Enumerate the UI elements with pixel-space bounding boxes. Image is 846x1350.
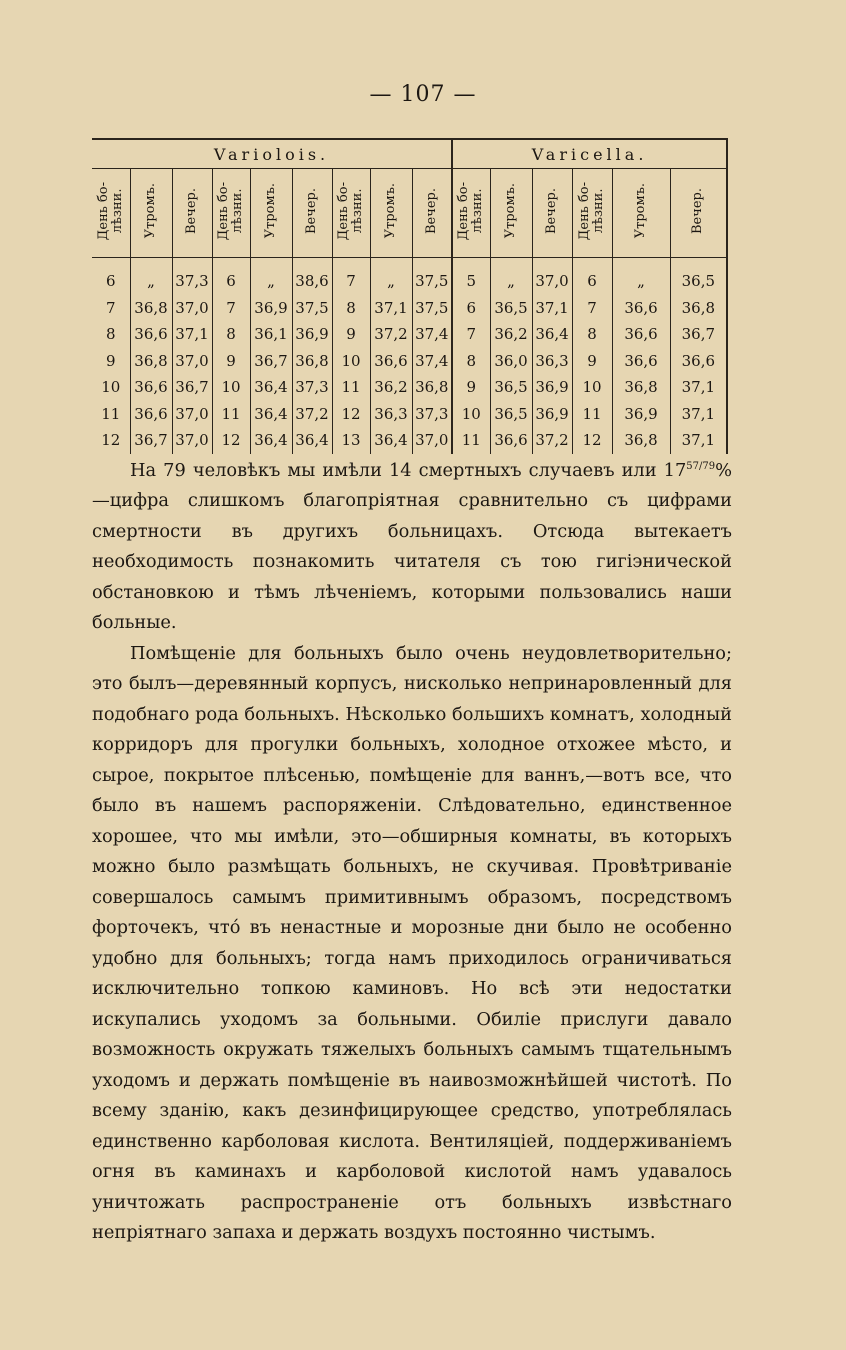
table-cell: 13 — [332, 427, 370, 454]
column-header — [370, 169, 412, 258]
table-cell: 36,1 — [250, 321, 292, 348]
column-header — [250, 169, 292, 258]
column-header — [670, 169, 726, 258]
table-row — [92, 374, 726, 401]
table-cell: 36,4 — [250, 401, 292, 428]
column-header — [332, 169, 370, 258]
table-cell: 37,0 — [412, 427, 452, 454]
table-cell: 11 — [212, 401, 250, 428]
table-cell: 8 — [572, 321, 612, 348]
table-row — [92, 321, 726, 348]
paragraph-mortality-start: На 79 человѣкъ мы имѣли 14 смертныхъ случаевъ или 17 — [130, 459, 687, 481]
table-row — [92, 427, 726, 454]
table-cell: 37,3 — [292, 374, 332, 401]
column-header-label: День бо- лѣзни. — [95, 181, 125, 241]
table-cell: 36,8 — [292, 348, 332, 375]
table-cell: 37,0 — [172, 348, 212, 375]
table-cell: 36,5 — [490, 295, 532, 322]
table-cell: 36,0 — [490, 348, 532, 375]
column-header-label: Утромъ. — [503, 183, 519, 239]
table-cell: 36,8 — [130, 295, 172, 322]
paragraph-mortality — [92, 452, 732, 639]
table-cell: 36,9 — [532, 374, 572, 401]
paragraph-premises — [92, 639, 732, 1249]
column-header — [130, 169, 172, 258]
table-cell: 36,2 — [370, 374, 412, 401]
table-cell: 36,8 — [412, 374, 452, 401]
table-cell: 37,2 — [292, 401, 332, 428]
table-cell: 36,8 — [670, 295, 726, 322]
column-header — [612, 169, 670, 258]
table-cell: 12 — [572, 427, 612, 454]
table-cell: 12 — [101, 431, 121, 450]
table-cell: 8 — [105, 325, 116, 344]
table-cell: 36,8 — [612, 374, 670, 401]
table-cell: 37,0 — [172, 401, 212, 428]
table-cell: 36,8 — [612, 427, 670, 454]
table-cell: 37,1 — [172, 321, 212, 348]
table-cell: 36,6 — [490, 427, 532, 454]
table-cell: 37,1 — [532, 295, 572, 322]
spacer-cell — [370, 258, 412, 269]
table-cell: 6 — [105, 272, 116, 291]
table-cell: 9 — [212, 348, 250, 375]
paragraph-premises-text: Помѣщеніе для больныхъ было очень неудовлетворительно; это былъ—деревянный корпусъ, нисколько непринаровленный для подобнаго рода больныхъ. Нѣсколько большихъ комнатъ, холодный корридоръ для прогулки больныхъ, холодное отхожее мѣсто, и сырое, покрытое плѣсенью, помѣщеніе для ваннъ,—вотъ все, что было въ нашемъ распоряженіи. Слѣдовательно, единственное хорошее, что мы имѣли, это—обширныя комнаты, въ которыхъ можно было размѣщать больныхъ, не скучивая. Провѣтриваніе совершалось самымъ примитивнымъ образомъ, посредствомъ форточекъ, что́ въ ненастные и морозные дни было не особенно удобно для больныхъ; тогда намъ приходилось ограничиваться исключительно топкою каминовъ. Но всѣ эти недостатки искупались уходомъ за больными. Обиліе прислуги давало возможность окружать тяжелыхъ больныхъ самымъ тщательнымъ уходомъ и держать помѣщеніе въ наивозможнѣйшей чистотѣ. По всему зданію, какъ дезинфицирующее средство, употреблялась единственно карболовая кислота. Вентиляціей, поддерживаніемъ огня въ каминахъ и карболовой кислотой намъ удавалось уничтожать распространеніе отъ больныхъ извѣстнаго непріятнаго запаха и держать воздухъ постоянно чистымъ. — [92, 642, 732, 1244]
table-cell: 9 — [452, 374, 490, 401]
table-cell: „ — [370, 268, 412, 295]
column-header — [92, 169, 130, 258]
table-cell: 11 — [101, 404, 121, 423]
column-header-label: Утромъ. — [263, 183, 278, 239]
table-cell: 36,5 — [670, 268, 726, 295]
page-number: — 107 — — [369, 82, 477, 107]
table-cell: 36,4 — [250, 427, 292, 454]
table-cell: 11 — [572, 401, 612, 428]
spacer-cell — [670, 258, 726, 269]
body-text — [92, 452, 732, 1249]
table-cell: 36,6 — [612, 321, 670, 348]
table-cell: 8 — [452, 348, 490, 375]
table-cell: 37,4 — [412, 348, 452, 375]
spacer-cell — [212, 258, 250, 269]
column-header — [212, 169, 250, 258]
table-cell: 37,0 — [532, 268, 572, 295]
spacer-cell — [172, 258, 212, 269]
table-cell: 6 — [452, 295, 490, 322]
table-cell: 8 — [212, 321, 250, 348]
table-cell: 37,3 — [172, 268, 212, 295]
table-cell: 9 — [105, 351, 116, 370]
table-cell: 37,5 — [412, 268, 452, 295]
table-cell: 37,5 — [412, 295, 452, 322]
table-spacer-row — [92, 258, 726, 269]
column-header — [292, 169, 332, 258]
table-cell: 36,3 — [370, 401, 412, 428]
spacer-cell — [250, 258, 292, 269]
mortality-fraction: 57/79 — [686, 461, 716, 472]
table-cell: 37,2 — [370, 321, 412, 348]
table-cell: 36,7 — [172, 374, 212, 401]
table-cell: 7 — [332, 268, 370, 295]
table-cell: 37,1 — [670, 374, 726, 401]
table-cell: 7 — [452, 321, 490, 348]
table-cell: 36,4 — [532, 321, 572, 348]
table-row — [92, 348, 726, 375]
table-cell: 6 — [212, 268, 250, 295]
table-cell: 9 — [332, 321, 370, 348]
table-cell: „ — [130, 268, 172, 295]
table-cell: 10 — [212, 374, 250, 401]
table-cell: „ — [250, 268, 292, 295]
table-cell: „ — [490, 268, 532, 295]
table-row — [92, 268, 726, 295]
column-header — [452, 169, 490, 258]
spacer-cell — [572, 258, 612, 269]
table-cell: 7 — [105, 298, 116, 317]
table-cell: 36,9 — [292, 321, 332, 348]
table-cell: 36,8 — [130, 348, 172, 375]
column-header-label: День бо- лѣзни. — [336, 181, 365, 241]
table-cell: „ — [612, 268, 670, 295]
column-header-label: День бо- лѣзни. — [216, 181, 245, 241]
table-cell: 36,6 — [370, 348, 412, 375]
table-cell: 36,6 — [670, 348, 726, 375]
spacer-cell — [452, 258, 490, 269]
column-header-label: Вечер. — [304, 188, 319, 234]
table-cell: 10 — [572, 374, 612, 401]
column-header-label: День бо- лѣзни. — [577, 181, 607, 241]
table-cell: 37,4 — [412, 321, 452, 348]
table-cell: 6 — [572, 268, 612, 295]
table-cell: 12 — [332, 401, 370, 428]
column-header — [532, 169, 572, 258]
table-cell: 36,6 — [130, 321, 172, 348]
column-header-label: День бо- лѣзни. — [456, 181, 486, 241]
table-row — [92, 295, 726, 322]
paragraph-mortality-rest: %—цифра слишкомъ благопріятная сравнительно съ цифрами смертности въ другихъ больницахъ. Отсюда вытекаетъ необходимость познакомить читателя съ тою гигіэнической обстановкою и тѣмъ лѣченіемъ, которыми пользовались наши больные. — [92, 459, 732, 634]
table-cell: 11 — [332, 374, 370, 401]
table-cell: 36,5 — [490, 401, 532, 428]
table-cell: 7 — [572, 295, 612, 322]
table-cell: 36,9 — [612, 401, 670, 428]
table-cell: 5 — [452, 268, 490, 295]
column-header-label: Утромъ. — [383, 183, 398, 239]
table-cell: 38,6 — [292, 268, 332, 295]
table-row — [92, 401, 726, 428]
table-cell: 36,9 — [532, 401, 572, 428]
column-header — [172, 169, 212, 258]
column-header — [412, 169, 452, 258]
table-cell: 36,6 — [130, 374, 172, 401]
table-cell: 36,7 — [670, 321, 726, 348]
table-cell: 10 — [101, 378, 121, 397]
table-cell: 36,6 — [612, 295, 670, 322]
column-header-label: Вечер. — [544, 188, 560, 234]
temperature-table — [92, 138, 728, 454]
spacer-cell — [130, 258, 172, 269]
spacer-cell — [332, 258, 370, 269]
group-header-varicella: Varicella. — [452, 140, 726, 169]
table-cell: 37,0 — [172, 295, 212, 322]
table-cell: 37,1 — [670, 401, 726, 428]
column-header-label: Вечер. — [184, 188, 199, 234]
table-cell: 36,7 — [130, 427, 172, 454]
table-cell: 8 — [332, 295, 370, 322]
table-cell: 10 — [452, 401, 490, 428]
column-header-label: Вечер. — [423, 188, 439, 234]
table-cell: 36,4 — [370, 427, 412, 454]
table-cell: 37,1 — [670, 427, 726, 454]
column-header-label: Утромъ. — [143, 183, 158, 239]
spacer-cell — [412, 258, 452, 269]
table-cell: 36,6 — [612, 348, 670, 375]
column-header-label: Утромъ. — [633, 183, 649, 239]
spacer-cell — [532, 258, 572, 269]
group-header-variolois: Variolois. — [92, 140, 452, 169]
spacer-cell — [612, 258, 670, 269]
table-cell: 36,9 — [250, 295, 292, 322]
table-cell: 36,4 — [250, 374, 292, 401]
table-cell: 37,3 — [412, 401, 452, 428]
table-cell: 36,6 — [130, 401, 172, 428]
column-header — [572, 169, 612, 258]
table-cell: 36,4 — [292, 427, 332, 454]
column-header-label: Вечер. — [690, 188, 706, 234]
table-cell: 9 — [572, 348, 612, 375]
table-cell: 11 — [452, 427, 490, 454]
table-cell: 37,1 — [370, 295, 412, 322]
spacer-cell — [92, 258, 130, 269]
table-cell: 10 — [332, 348, 370, 375]
table-cell: 36,3 — [532, 348, 572, 375]
table-cell: 37,2 — [532, 427, 572, 454]
column-header — [490, 169, 532, 258]
spacer-cell — [490, 258, 532, 269]
table-cell: 36,5 — [490, 374, 532, 401]
table-cell: 36,7 — [250, 348, 292, 375]
table-cell: 36,2 — [490, 321, 532, 348]
table-cell: 37,5 — [292, 295, 332, 322]
table-cell: 7 — [212, 295, 250, 322]
spacer-cell — [292, 258, 332, 269]
table-cell: 12 — [212, 427, 250, 454]
table-cell: 37,0 — [172, 427, 212, 454]
